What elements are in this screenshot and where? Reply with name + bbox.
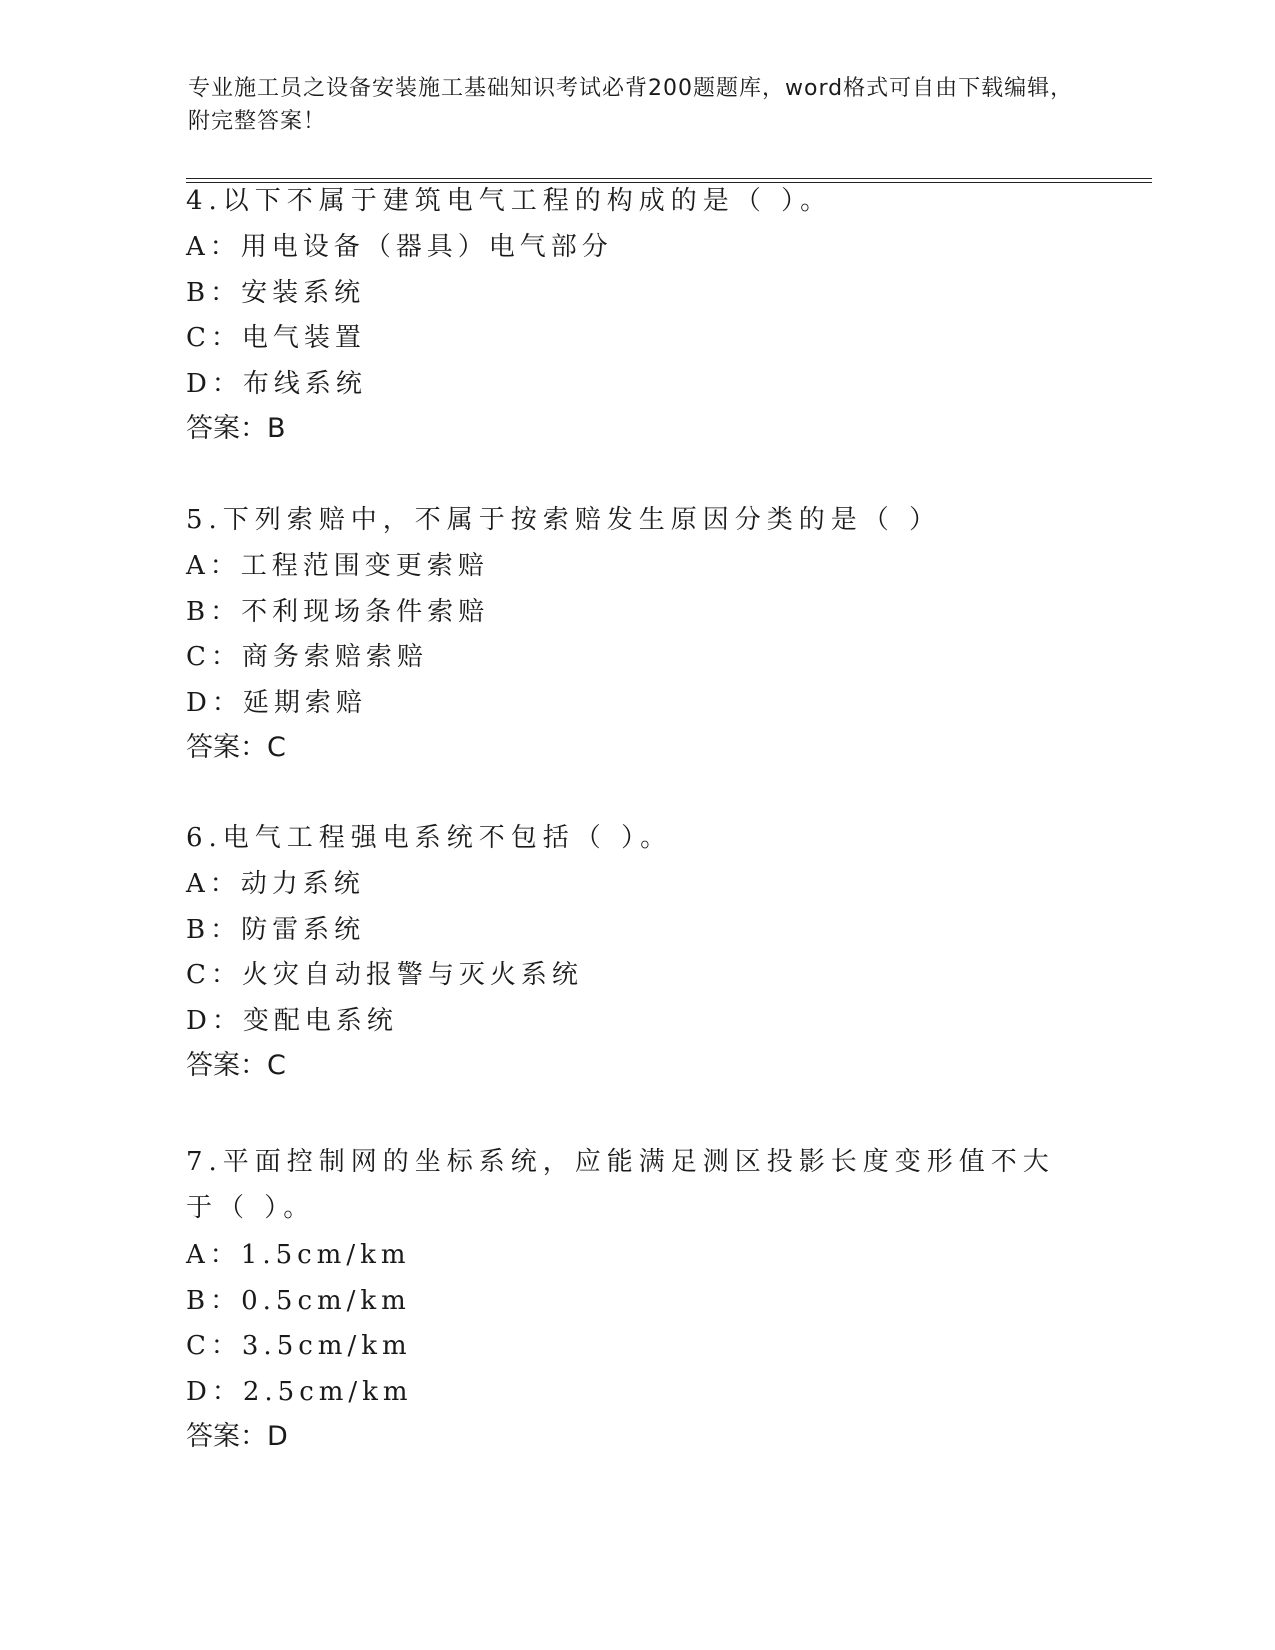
- option-d: D：布线系统: [186, 368, 367, 399]
- header-divider: [186, 178, 1152, 183]
- question-7: [186, 1139, 1086, 1467]
- question-title: 7.平面控制网的坐标系统，应能满足测区投影长度变形值不大于（ ）。: [186, 1147, 1055, 1223]
- answer: 答案：B: [186, 413, 286, 444]
- option-a: A：动力系统: [186, 869, 365, 899]
- question-title: 5.下列索赔中，不属于按索赔发生原因分类的是（ ）: [186, 505, 942, 535]
- option-c: C：商务索赔索赔: [186, 642, 428, 672]
- option-d: D：变配电系统: [186, 1005, 398, 1036]
- option-c: C：火灾自动报警与灭火系统: [186, 960, 583, 990]
- question-6: [186, 822, 1086, 1096]
- option-c: C：3.5cm/km: [186, 1331, 412, 1361]
- option-d: D：2.5cm/km: [186, 1376, 413, 1407]
- answer: 答案：C: [186, 732, 286, 763]
- option-d: D：延期索赔: [186, 687, 367, 718]
- option-c: C：电气装置: [186, 323, 366, 353]
- option-b: B：不利现场条件索赔: [186, 596, 490, 627]
- option-a: A：工程范围变更索赔: [186, 551, 489, 581]
- question-title: 4.以下不属于建筑电气工程的构成的是（ ）。: [186, 186, 833, 216]
- answer: 答案：D: [186, 1421, 288, 1452]
- question-5: [186, 504, 1086, 778]
- document-header: 专业施工员之设备安装施工基础知识考试必背200题题库，word格式可自由下载编辑，附完整答案！: [188, 76, 1074, 134]
- option-a: A：1.5cm/km: [186, 1240, 411, 1270]
- option-a: A：用电设备（器具）电气部分: [186, 232, 613, 262]
- question-title: 6.电气工程强电系统不包括（ ）。: [186, 823, 673, 853]
- question-4: [186, 185, 1086, 459]
- answer: 答案：C: [186, 1050, 286, 1081]
- option-b: B：防雷系统: [186, 914, 366, 945]
- option-b: B：0.5cm/km: [186, 1285, 411, 1316]
- option-b: B：安装系统: [186, 277, 366, 308]
